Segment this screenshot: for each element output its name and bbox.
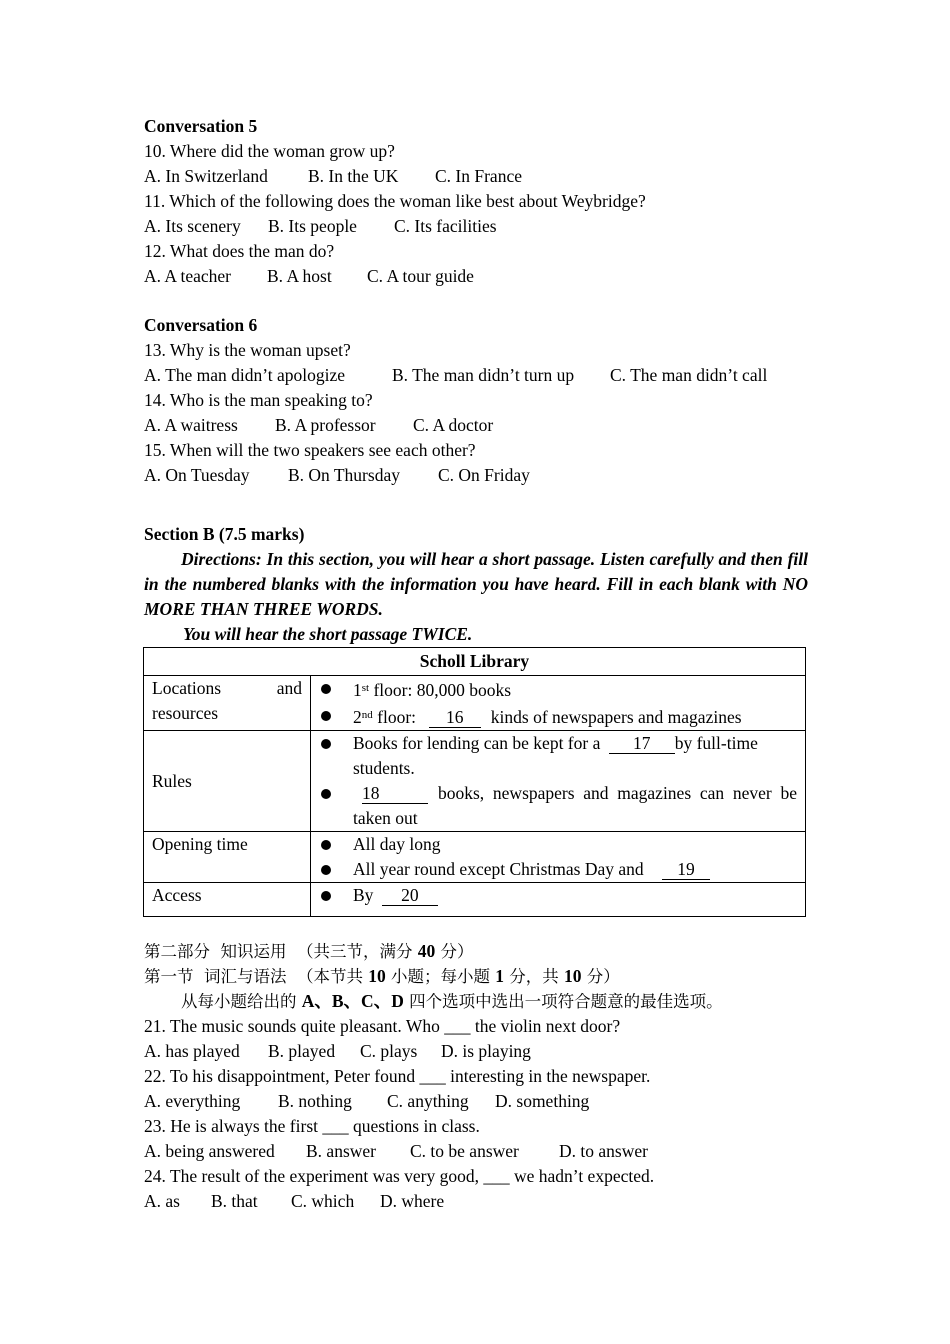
- option-a: A. Its scenery: [144, 216, 241, 236]
- question-options: [144, 1089, 808, 1114]
- floor-number: 2: [353, 707, 362, 727]
- section-b-twice-note: You will hear the short passage TWICE.: [183, 624, 473, 644]
- heading-text: 小题；每小题: [385, 967, 496, 986]
- heading-number: 1: [495, 966, 504, 986]
- row-content: [311, 832, 806, 883]
- row-label: Access: [144, 883, 311, 917]
- heading-text: 分）: [581, 967, 620, 986]
- option-d: D. is playing: [441, 1041, 531, 1061]
- question-stem: 13. Why is the woman upset?: [144, 340, 351, 360]
- item-text: floor: 80,000 books: [369, 680, 512, 700]
- conversation-5-title: Conversation 5: [144, 116, 258, 136]
- library-table: [143, 647, 806, 917]
- option-b: B. answer: [306, 1141, 376, 1161]
- question-22: [144, 1064, 808, 1114]
- row-label-line1: [152, 676, 302, 701]
- option-a: A. A teacher: [144, 266, 231, 286]
- section-b-directions: Directions: In this section, you will hear a short passage. Listen carefully and then fill in the numbered blanks with the information you have heard. Fill in each blank with NO MORE THAN THREE WORDS.: [144, 549, 808, 619]
- answer-blank-17[interactable]: 17: [609, 733, 675, 754]
- bullet-icon: [321, 739, 331, 749]
- bullet-icon: [321, 891, 331, 901]
- question-options: [144, 363, 808, 388]
- option-b: B. The man didn’t turn up: [392, 365, 575, 385]
- bullet-icon: [321, 865, 331, 875]
- item-text: By: [353, 885, 378, 905]
- question-13: [144, 338, 808, 388]
- heading-text: 分）: [435, 942, 474, 961]
- option-a: A. On Tuesday: [144, 465, 250, 485]
- option-a: A. being answered: [144, 1141, 275, 1161]
- question-options: [144, 164, 808, 189]
- table-row-access: [144, 883, 806, 917]
- question-stem: 10. Where did the woman grow up?: [144, 141, 395, 161]
- option-b: B. A professor: [275, 415, 376, 435]
- option-c: C. In France: [435, 166, 522, 186]
- item-text: All day long: [353, 834, 441, 854]
- bullet-icon: [321, 789, 331, 799]
- label-word: and: [276, 678, 302, 698]
- part-2-heading: [144, 939, 808, 964]
- option-a: A. In Switzerland: [144, 166, 268, 186]
- option-c: C. plays: [360, 1041, 418, 1061]
- row-label-line2: resources: [152, 703, 219, 723]
- answer-blank-20[interactable]: 20: [382, 885, 438, 906]
- heading-number: 10: [368, 966, 386, 986]
- row-content: [311, 731, 806, 832]
- option-b: B. Its people: [268, 216, 357, 236]
- question-stem: 15. When will the two speakers see each other?: [144, 440, 476, 460]
- question-options: [144, 264, 808, 289]
- option-c: C. On Friday: [438, 465, 530, 485]
- row-label: Rules: [144, 731, 311, 832]
- item-text: books, newspapers and magazines can never be taken out: [353, 783, 797, 828]
- floor-number: 1: [353, 680, 362, 700]
- option-b: B. that: [211, 1191, 258, 1211]
- option-b: B. nothing: [278, 1091, 352, 1111]
- option-c: C. Its facilities: [394, 216, 497, 236]
- ordinal-suffix: nd: [361, 709, 373, 721]
- question-stem: 12. What does the man do?: [144, 241, 335, 261]
- ordinal-suffix: st: [361, 682, 370, 694]
- question-options: [144, 1039, 808, 1064]
- answer-blank-18[interactable]: 18: [362, 783, 428, 804]
- question-14: [144, 388, 808, 438]
- instruction-letters: A、B、C、D: [301, 991, 404, 1011]
- option-c: C. A doctor: [413, 415, 494, 435]
- spacer: [144, 917, 808, 939]
- heading-number: 10: [563, 966, 582, 986]
- option-b: B. played: [268, 1041, 336, 1061]
- option-a: A. The man didn’t apologize: [144, 365, 346, 385]
- question-stem: 24. The result of the experiment was very good, ___ we hadn’t expected.: [144, 1166, 655, 1186]
- question-12: [144, 239, 808, 289]
- question-15: [144, 438, 808, 488]
- option-d: D. where: [380, 1191, 445, 1211]
- heading-text: 第一节 词汇与语法 （本节共: [144, 967, 369, 986]
- row-content: [311, 883, 806, 917]
- question-stem: 23. He is always the first ___ questions in class.: [144, 1116, 480, 1136]
- item-text: kinds of newspapers and magazines: [490, 707, 742, 727]
- question-options: [144, 413, 808, 438]
- instruction-text: 从每小题给出的: [181, 992, 302, 1011]
- instruction-text: 四个选项中选出一项符合题意的最佳选项。: [403, 992, 723, 1011]
- question-11: [144, 189, 808, 239]
- option-c: C. which: [291, 1191, 355, 1211]
- answer-blank-19[interactable]: 19: [662, 859, 710, 880]
- bullet-icon: [321, 684, 331, 694]
- heading-text: 分，共: [503, 967, 564, 986]
- spacer: [144, 289, 808, 313]
- item-text: All year round except Christmas Day and: [353, 859, 648, 879]
- option-c: C. to be answer: [410, 1141, 519, 1161]
- question-24: [144, 1164, 808, 1214]
- section-1-heading: [144, 964, 808, 989]
- conversation-6-title: Conversation 6: [144, 315, 258, 335]
- question-21: [144, 1014, 808, 1064]
- option-b: B. A host: [267, 266, 332, 286]
- spacer: [144, 488, 808, 522]
- row-content: [311, 676, 806, 731]
- bullet-item: [311, 857, 805, 882]
- question-options: [144, 1189, 808, 1214]
- exam-page: [144, 114, 808, 1214]
- question-stem: 11. Which of the following does the woman like best about Weybridge?: [144, 191, 646, 211]
- table-header-row: [144, 648, 806, 676]
- question-10: [144, 139, 808, 189]
- bullet-item: [311, 676, 805, 703]
- option-d: D. to answer: [559, 1141, 648, 1161]
- question-options: [144, 1139, 808, 1164]
- section-1-instruction: [144, 989, 808, 1014]
- item-text: floor:: [372, 707, 421, 727]
- option-a: A. has played: [144, 1041, 240, 1061]
- option-c: C. The man didn’t call: [610, 365, 768, 385]
- table-title: Scholl Library: [144, 648, 806, 676]
- table-row-rules: [144, 731, 806, 832]
- bullet-item: [311, 883, 805, 908]
- item-text: Books for lending can be kept for a: [353, 733, 605, 753]
- question-stem: 21. The music sounds quite pleasant. Who ___ the violin next door?: [144, 1016, 621, 1036]
- option-a: A. A waitress: [144, 415, 238, 435]
- table-row-opening-time: [144, 832, 806, 883]
- option-a: A. as: [144, 1191, 180, 1211]
- option-b: B. On Thursday: [288, 465, 400, 485]
- heading-text: 第二部分 知识运用 （共三节，满分: [144, 942, 418, 961]
- bullet-icon: [321, 840, 331, 850]
- option-c: C. A tour guide: [367, 266, 474, 286]
- heading-score: 40: [417, 941, 436, 961]
- table-row-locations: [144, 676, 806, 731]
- question-stem: 22. To his disappointment, Peter found ___ interesting in the newspaper.: [144, 1066, 651, 1086]
- option-d: D. something: [495, 1091, 590, 1111]
- question-options: [144, 463, 808, 488]
- question-stem: 14. Who is the man speaking to?: [144, 390, 373, 410]
- bullet-item: [311, 731, 805, 781]
- option-b: B. In the UK: [308, 166, 399, 186]
- bullet-item: [311, 703, 805, 730]
- bullet-icon: [321, 711, 331, 721]
- label-word: Locations: [152, 678, 222, 698]
- answer-blank-16[interactable]: 16: [429, 707, 481, 728]
- row-label: Opening time: [144, 832, 311, 883]
- item-text: by full-time students.: [353, 733, 758, 778]
- bullet-item: [311, 781, 805, 831]
- row-label: [144, 676, 311, 731]
- question-23: [144, 1114, 808, 1164]
- option-c: C. anything: [387, 1091, 469, 1111]
- option-a: A. everything: [144, 1091, 241, 1111]
- section-b-title: Section B (7.5 marks): [144, 524, 305, 544]
- bullet-item: [311, 832, 805, 857]
- question-options: [144, 214, 808, 239]
